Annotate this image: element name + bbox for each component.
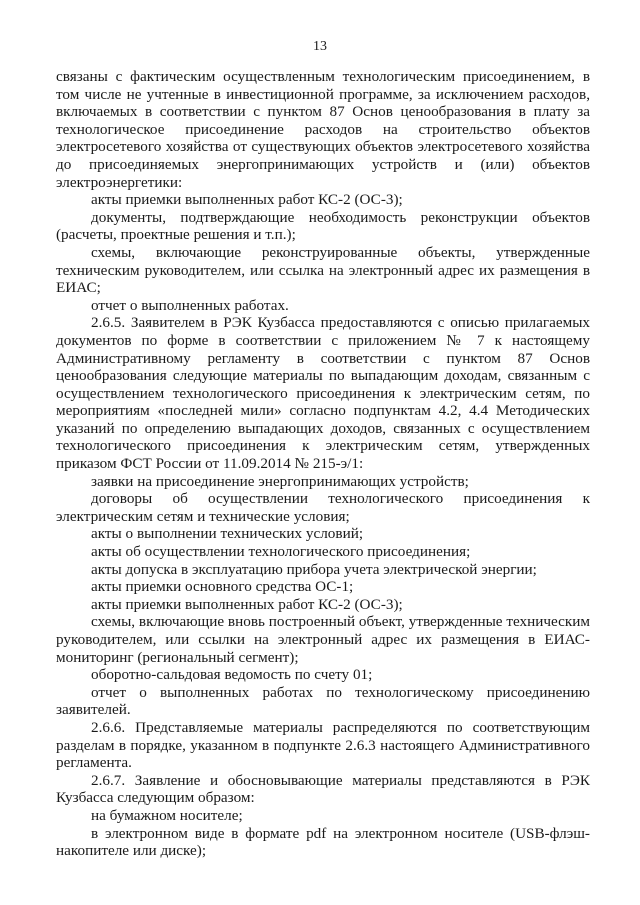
document-body — [56, 68, 590, 860]
paragraph-2-6-6: 2.6.6. Представляемые материалы распределяются по соответствующим разделам в порядке, указанном в подпункте 2.6.3 настоящего Административного регламента. — [56, 718, 590, 772]
list-item: в электронном виде в формате pdf на электронном носителе (USB-флэш-накопителе или диске); — [56, 824, 590, 860]
list-item: акты об осуществлении технологического присоединения; — [91, 543, 471, 561]
list-item: акты приемки основного средства ОС-1; — [91, 578, 354, 596]
list-item: документы, подтверждающие необходимость реконструкции объектов (расчеты, проектные решения и т.п.); — [56, 208, 590, 244]
list-item: на бумажном носителе; — [91, 806, 243, 824]
paragraph-2-6-7: 2.6.7. Заявление и обосновывающие материалы представляются в РЭК Кузбасса следующим образом: — [56, 771, 590, 807]
list-item: договоры об осуществлении технологического присоединения к электрическим сетям и технические условия; — [56, 490, 590, 525]
page-number: 13 — [313, 39, 327, 54]
list-item: акты допуска в эксплуатацию прибора учета электрической энергии; — [91, 560, 537, 578]
list-item: отчет о выполненных работах. — [91, 296, 289, 314]
list-item: акты приемки выполненных работ КС-2 (ОС-3); — [91, 191, 403, 209]
list-item: акты приемки выполненных работ КС-2 (ОС-3); — [91, 595, 403, 613]
list-item: заявки на присоединение энергопринимающих устройств; — [91, 472, 469, 490]
paragraph-2-6-5: 2.6.5. Заявителем в РЭК Кузбасса предоставляются с описью прилагаемых документов по форме в соответствии с приложением № 7 к настоящему Административному регламенту в соответствии с пунктом 87 Основ ценообразования следующие материалы по выпадающим доходам, связанным с осуществлением технологического присоединения к электрическим сетям, по мероприятиям «последней мили» согласно подпунктам 4.2, 4.4 Методических указаний по определению выпадающих доходов, связанных с осуществлением технологического присоединения к электрическим сетям, утвержденных приказом ФСТ России от 11.09.2014 № 215-э/1: — [56, 314, 590, 473]
list-item: схемы, включающие вновь построенный объект, утвержденные техническим руководителем, или ссылки на электронный адрес их размещения в ЕИАС-мониторинг (региональный сегмент); — [56, 613, 590, 666]
list-item: схемы, включающие реконструированные объекты, утвержденные техническим руководителем, или ссылка на электронный адрес их размещения в ЕИАС; — [56, 243, 590, 297]
list-item: отчет о выполненных работах по технологическому присоединению заявителей. — [56, 683, 590, 719]
paragraph: связаны с фактическим осуществленным технологическим присоединением, в том числе не учтенные в инвестиционной программе, за исключением расходов, включаемых в соответствии с пунктом 87 Основ ценообразования в плату за технологическое присоединение расходов на строительство объектов электросетевого хозяйства от существующих объектов электросетевого хозяйства до присоединяемых энергопринимающих устройств и (или) объектов электроэнергетики: — [56, 68, 590, 191]
list-item: акты о выполнении технических условий; — [91, 525, 364, 543]
list-item: оборотно-сальдовая ведомость по счету 01; — [91, 666, 373, 684]
